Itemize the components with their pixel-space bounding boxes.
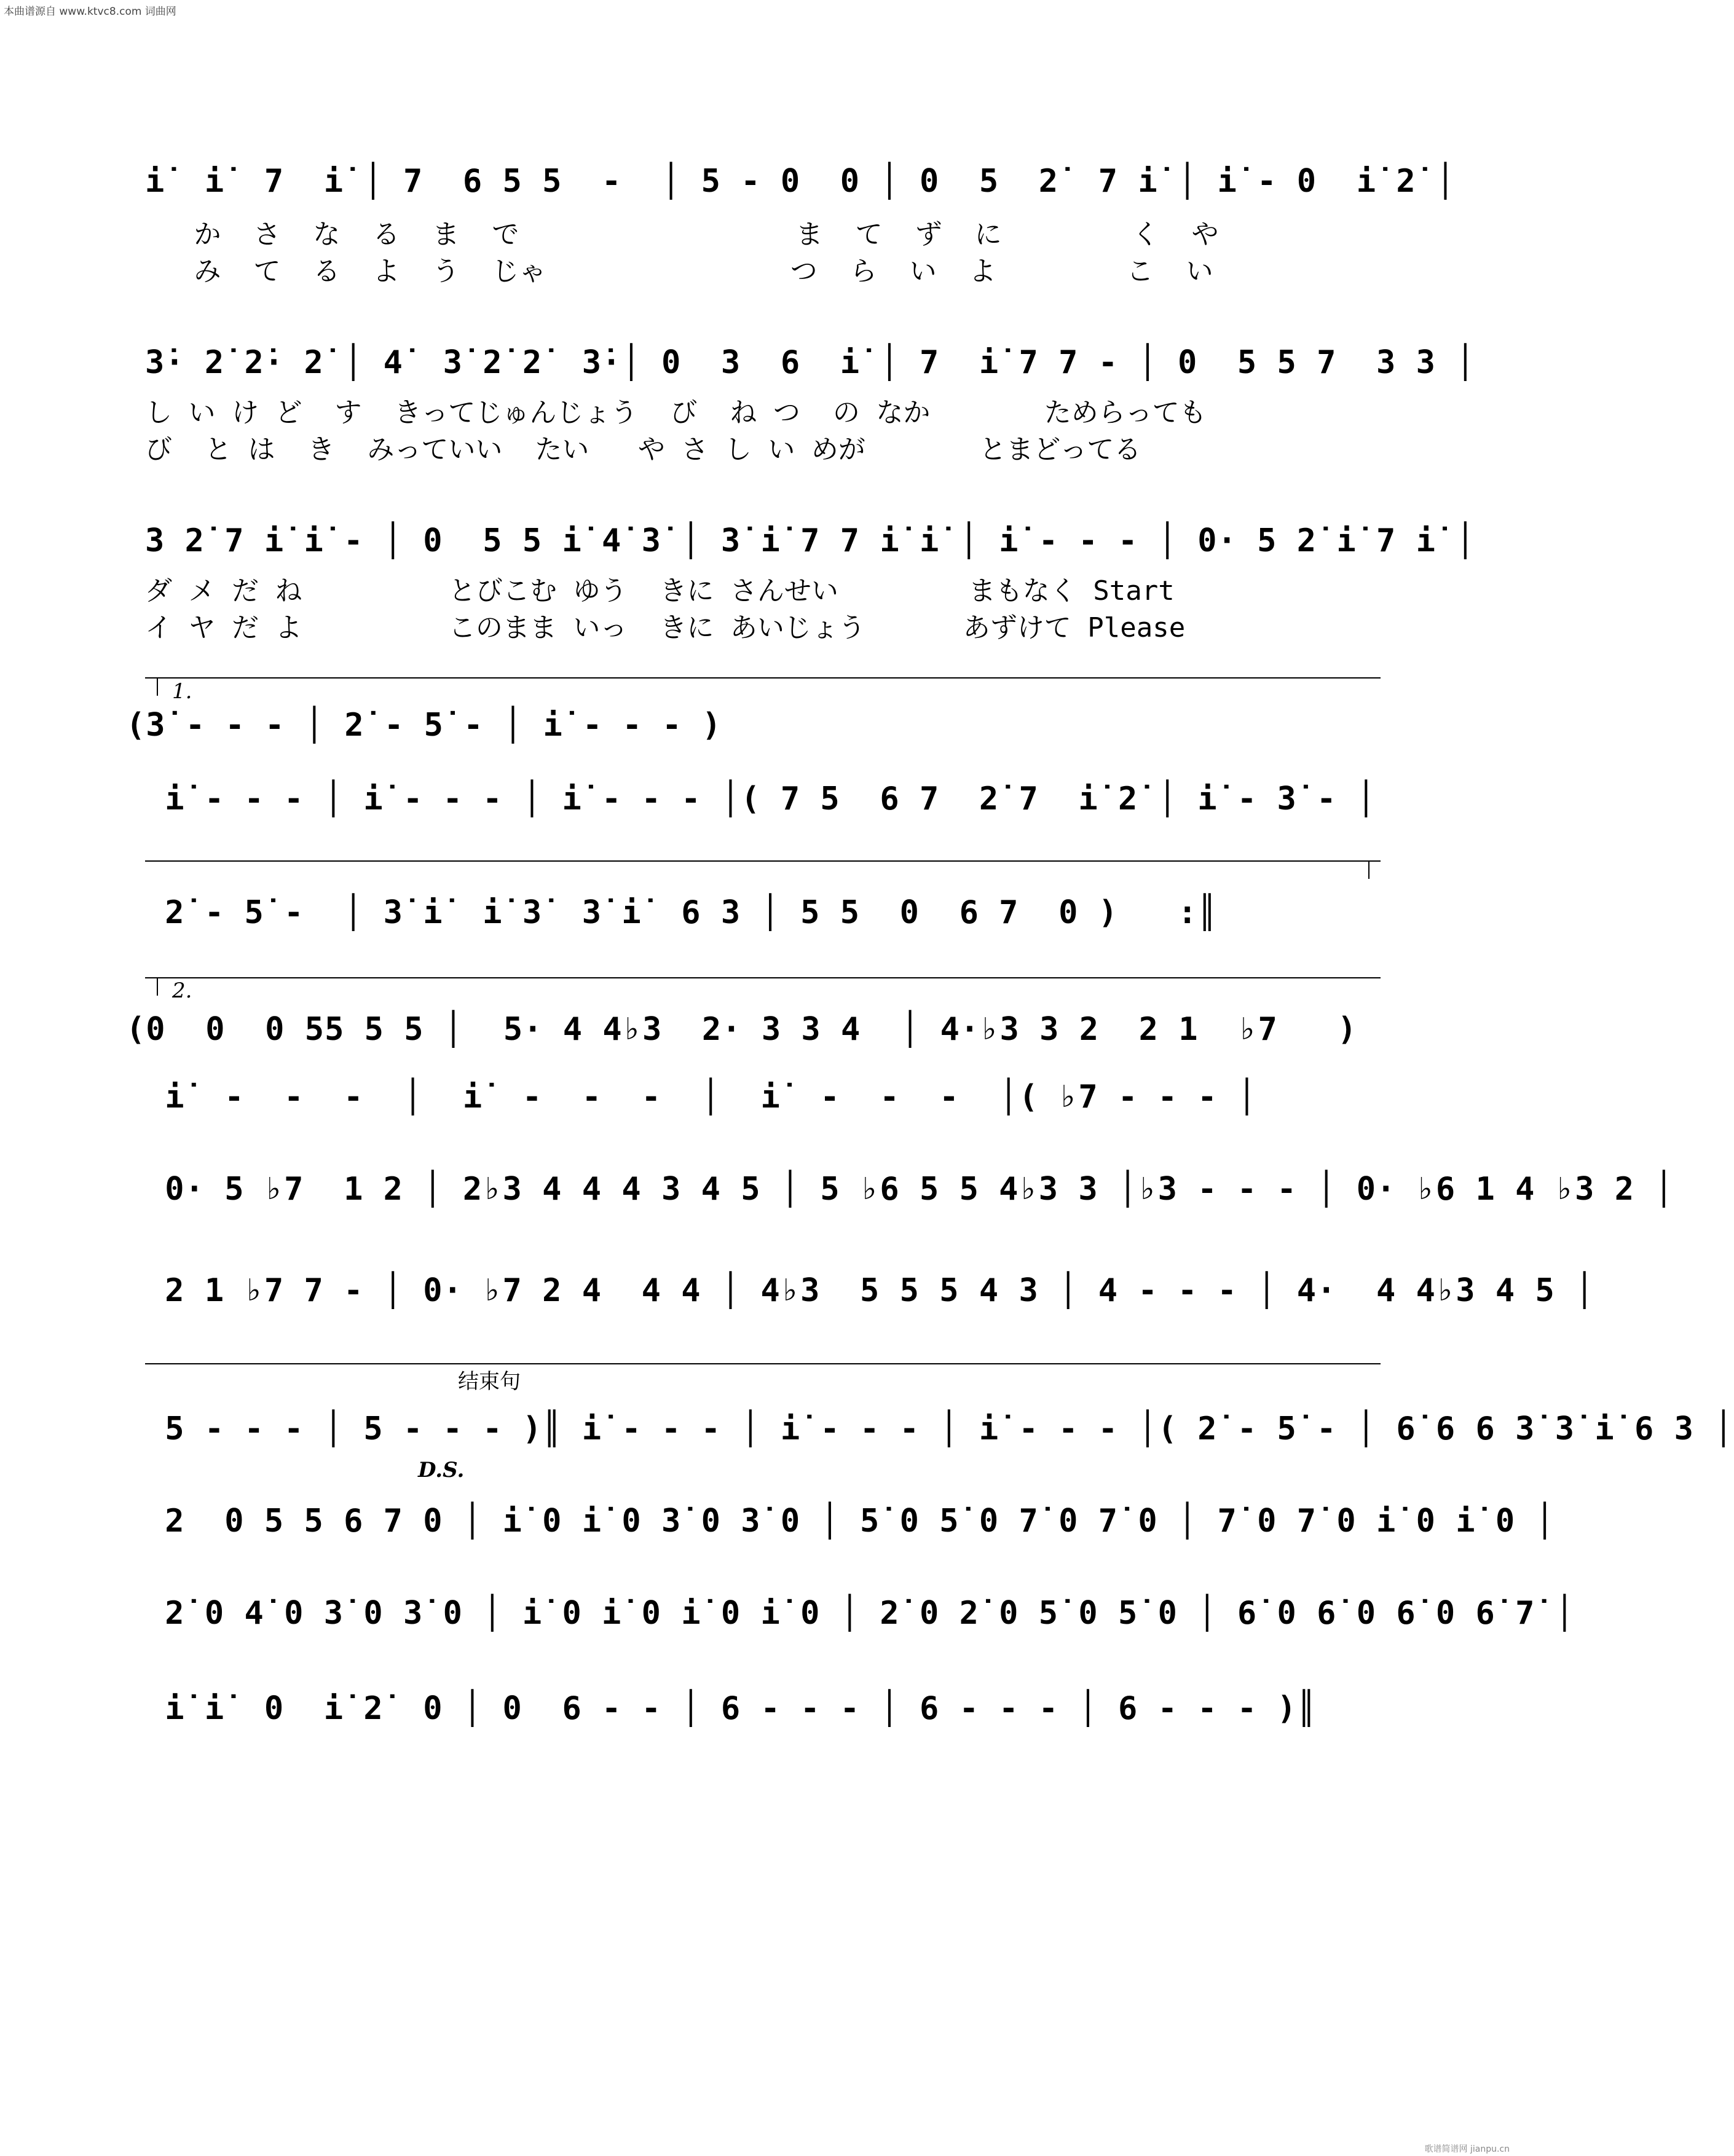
notes-coda-b: 2 0 5 5 6 7 0 │ i̇ 0 i̇ 0 3̇ 0 3̇ 0 │ 5̇ 0 5̇ 0 7̇ 0 7̇ 0 │ 7̇ 0 7̇ 0 i̇ 0 i̇ 0 │	[145, 1503, 1555, 1540]
ds-marking: D.S.	[418, 1458, 465, 1482]
ending-1-bracket-tick	[157, 677, 158, 696]
notes-ending-1-c: 2̇ - 5̇ - │ 3̇ i̇ i̇ 3̇ 3̇ i̇ 6 3 │ 5 5 0 6 7 0 ) :║	[145, 894, 1218, 931]
ending-1-bracket-end	[145, 860, 1381, 862]
coda-bracket	[145, 1363, 1381, 1364]
notes-ending-2-d: 2 1 ♭7 7 - │ 0· ♭7 2 4 4 4 │ 4♭3 5 5 5 4 3 │ 4 - - - │ 4· 4 4♭3 4 5 │	[145, 1272, 1595, 1309]
notes-ending-1-a: (3̇ - - - │ 2̇ - 5̇ - │ i̇ - - - )	[126, 707, 722, 744]
lyric-system-1-verse-2: み て る よ う じゃ つ ら い よ こ い	[145, 256, 1213, 287]
notes-coda-a: 5 - - - │ 5 - - - )║ i̇ - - - │ i̇ - - - │ i̇ - - - │( 2̇ - 5̇ - │ 6̇ 6 6 3̇ 3̇ i̇ 6 3 │	[145, 1410, 1734, 1447]
notes-ending-2-b: i̇ - - - │ i̇ - - - │ i̇ - - - │( ♭7 - - - │	[145, 1079, 1258, 1115]
ending-2-bracket	[145, 977, 1381, 978]
lyric-system-1-verse-1: か さ な る ま で ま て ず に く や	[145, 219, 1219, 250]
ending-1-label: 1.	[172, 679, 192, 704]
ending-1-bracket-end-tick	[1368, 860, 1369, 879]
coda-label: 结束句	[458, 1369, 521, 1394]
ending-1-bracket	[145, 677, 1381, 679]
notes-system-1: i̇ i̇ 7 i̇ │ 7 6 5 5 - │ 5 - 0 0 │ 0 5 2̇ 7 i̇ │ i̇ - 0 i̇ 2̇ │	[145, 163, 1456, 200]
notes-ending-1-b: i̇ - - - │ i̇ - - - │ i̇ - - - │( 7 5 6 7 2̇ 7 i̇ 2̇ │ i̇ - 3̇ - │	[145, 781, 1377, 817]
ending-2-bracket-tick	[157, 977, 158, 996]
notes-system-3: 3 2̇ 7 i̇ i̇ - │ 0 5 5 i̇ 4̇ 3̇ │ 3̇ i̇ 7 7 i̇ i̇ │ i̇ - - - │ 0· 5 2̇ i̇ 7 i̇ │	[145, 522, 1476, 559]
lyric-system-2-verse-1: し い け ど す きってじゅんじょう び ね つ の なか ためらっても	[145, 397, 1207, 428]
notes-coda-d: i̇ i̇ 0 i̇ 2̇ 0 │ 0 6 - - │ 6 - - - │ 6 - - - │ 6 - - - )║	[145, 1690, 1317, 1727]
lyric-system-3-verse-1: ダ メ だ ね とびこむ ゆう きに さんせい まもなく Start	[145, 575, 1175, 607]
notes-system-2: 3̇· 2̇ 2̇· 2̇ │ 4̇ 3̇ 2̇ 2̇ 3̇·│ 0 3 6 i̇ │ 7 i̇ 7 7 - │ 0 5 5 7 3 3 │	[145, 344, 1476, 381]
source-header: 本曲谱源自 www.ktvc8.com 词曲网	[4, 6, 176, 18]
lyric-system-3-verse-2: イ ヤ だ よ このまま いっ きに あいじょう あずけて Please	[145, 612, 1186, 643]
notes-ending-2-c: 0· 5 ♭7 1 2 │ 2♭3 4 4 4 3 4 5 │ 5 ♭6 5 5 4♭3 3 │♭3 - - - │ 0· ♭6 1 4 ♭3 2 │	[145, 1171, 1674, 1208]
notes-ending-2-a: (0 0 0 55 5 5 │ 5· 4 4♭3 2· 3 3 4 │ 4·♭3 3 2 2 1 ♭7 )	[126, 1011, 1358, 1048]
notes-coda-c: 2̇ 0 4̇ 0 3̇ 0 3̇ 0 │ i̇ 0 i̇ 0 i̇ 0 i̇ 0 │ 2̇ 0 2̇ 0 5̇ 0 5̇ 0 │ 6̇ 0 6̇ 0 6̇ 0 6̇ 7̇ │	[145, 1595, 1575, 1632]
ending-2-label: 2.	[172, 978, 192, 1003]
source-footer: 歌谱简谱网 jianpu.cn	[1424, 2144, 1510, 2154]
lyric-system-2-verse-2: び と は き みっていい たい や さ し い めが とまどってる	[145, 434, 1141, 465]
